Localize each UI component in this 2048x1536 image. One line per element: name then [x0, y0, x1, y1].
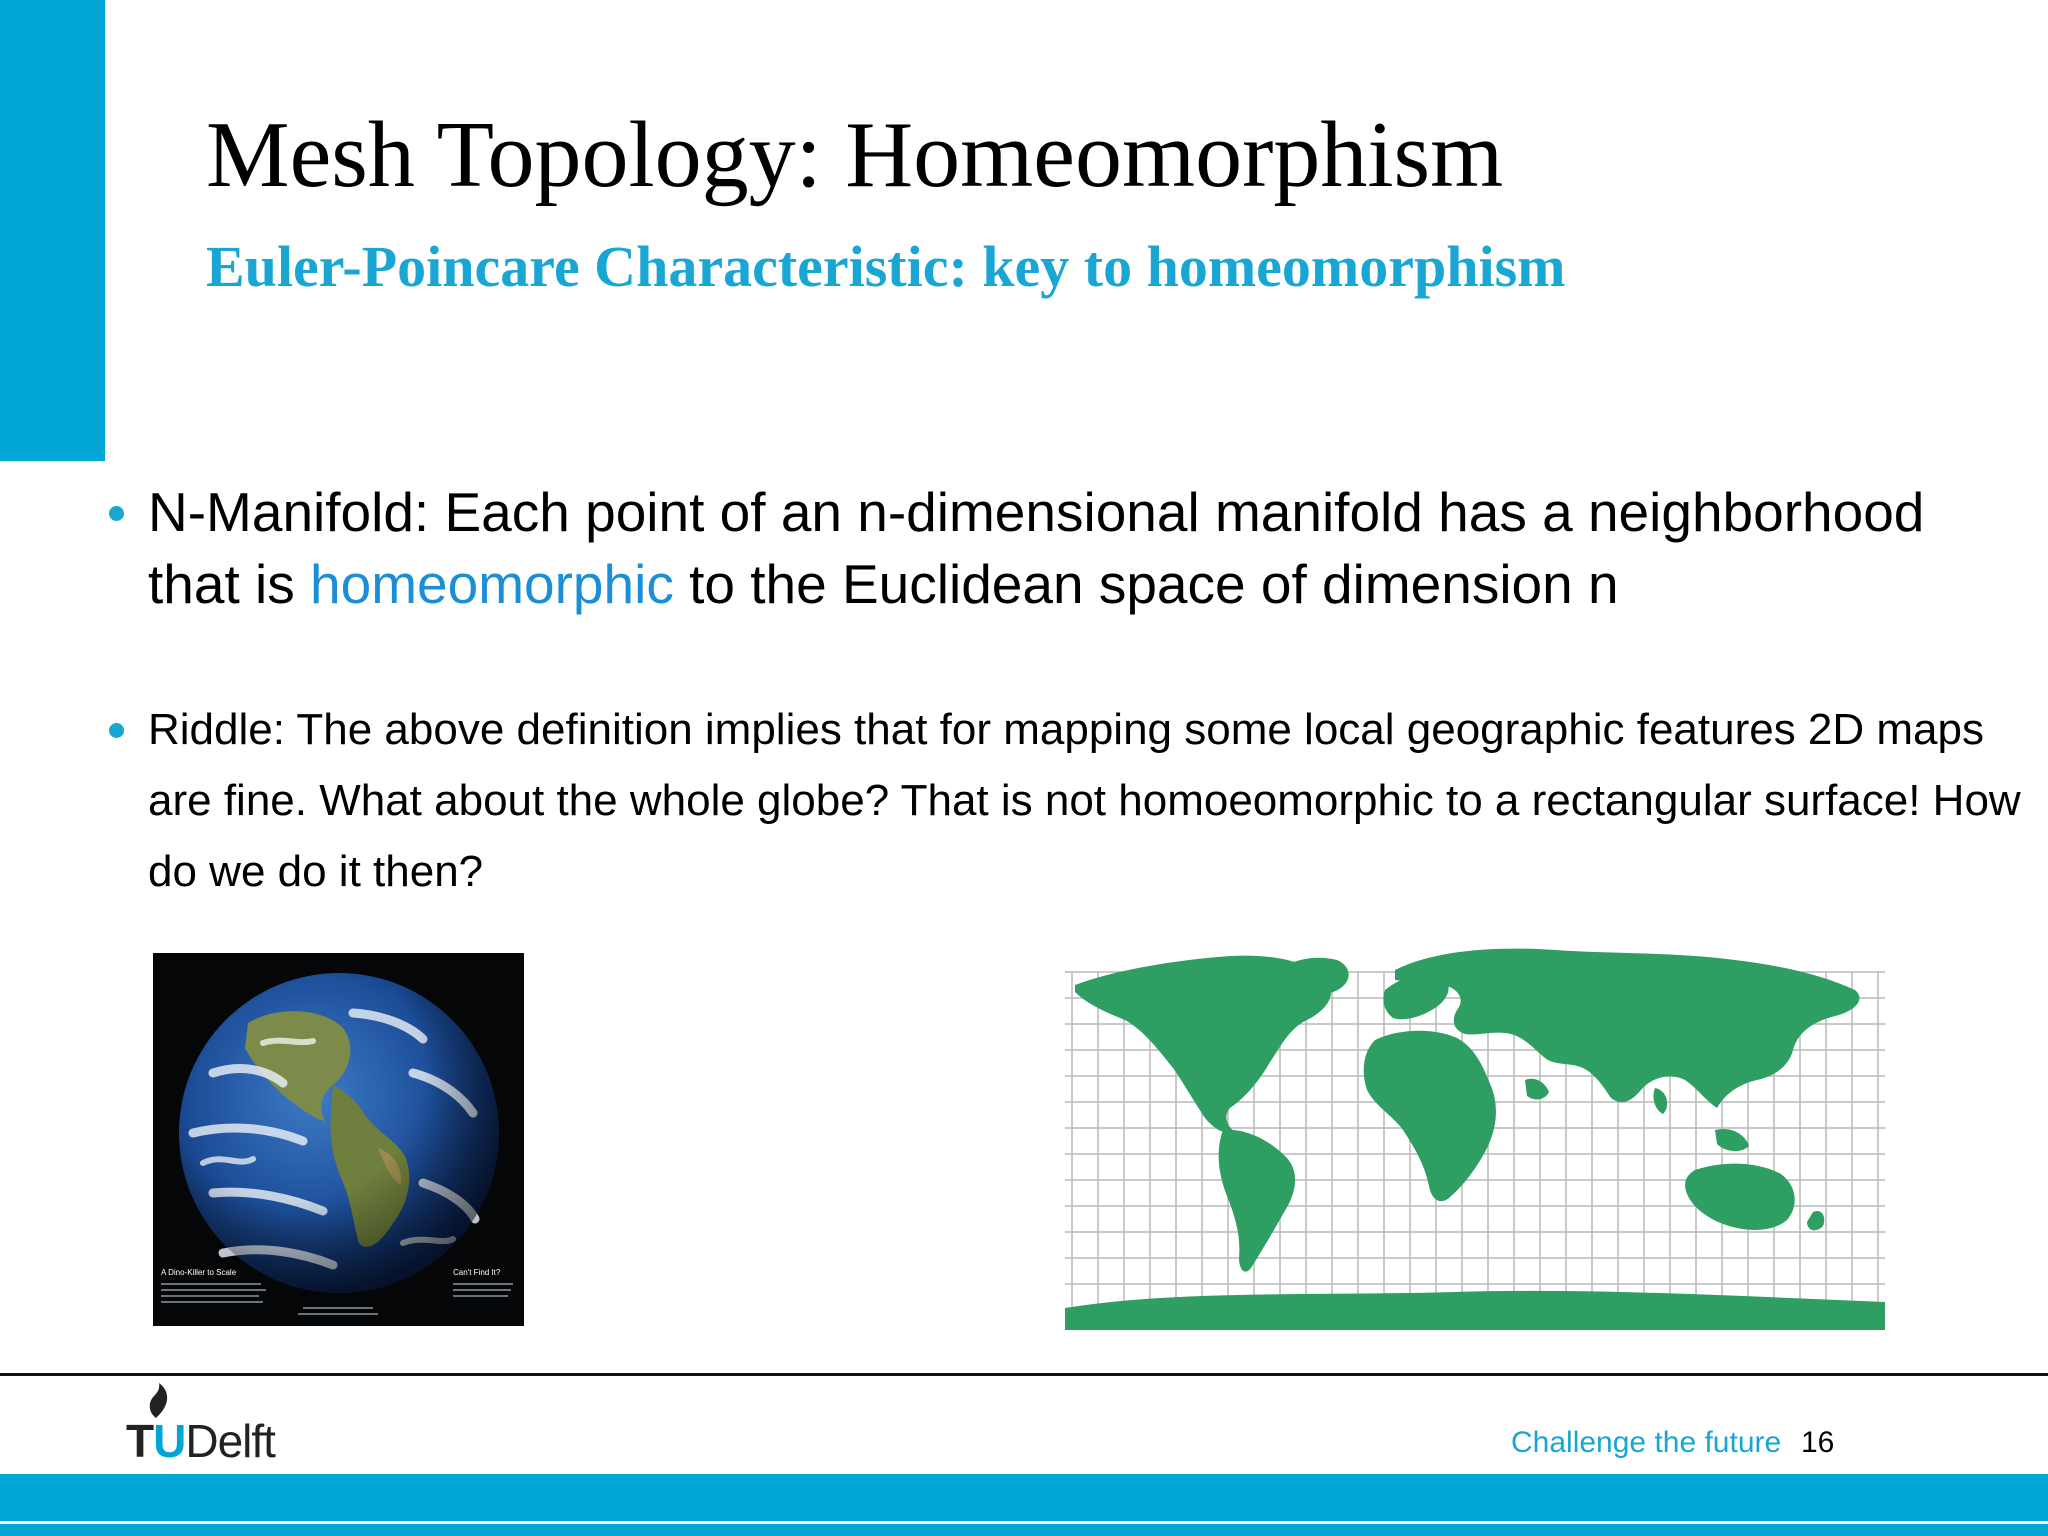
- bullet-dot-icon: [109, 506, 124, 521]
- bullet-dot-icon: [109, 723, 124, 738]
- footer-divider: [0, 1373, 2048, 1376]
- slide-subtitle: Euler-Poincare Characteristic: key to homeomorphism: [206, 234, 1566, 299]
- globe-caption-left: A Dino-Killer to Scale: [161, 1268, 237, 1277]
- logo-u: U: [153, 1415, 186, 1467]
- bullet-manifold: [148, 476, 2028, 620]
- earth-globe-icon: [153, 953, 524, 1326]
- title-accent-bar: [0, 0, 105, 461]
- bullet-manifold-text: N-Manifold: Each point of an n-dimensional manifold has a neighborhood that is: [148, 481, 1925, 615]
- world-map-image: [1055, 930, 1895, 1340]
- homeomorphic-link[interactable]: homeomorphic: [310, 553, 674, 615]
- logo-delft: Delft: [185, 1415, 275, 1467]
- bullet-manifold-text-end: to the Euclidean space of dimension n: [673, 553, 1619, 615]
- bullet-riddle: [148, 694, 2048, 907]
- slide-title: Mesh Topology: Homeomorphism: [206, 103, 1504, 207]
- world-map-icon: [1055, 930, 1895, 1340]
- footer-accent-bar: [0, 1474, 2048, 1521]
- earth-globe-image: [153, 953, 524, 1326]
- footer-accent-strip: [0, 1524, 2048, 1536]
- logo-wordmark: [126, 1415, 275, 1467]
- tudelft-logo: [126, 1382, 336, 1467]
- footer-tagline: Challenge the future: [1511, 1426, 1782, 1459]
- logo-t: T: [126, 1415, 154, 1467]
- bullet-riddle-text: Riddle: The above definition implies that for mapping some local geographic features 2D maps are fine. What about the whole globe? That is not homoeomorphic to a rectangular surface! How do we do it then?: [148, 705, 2021, 896]
- globe-caption-right: Can't Find It?: [453, 1268, 501, 1277]
- page-number: 16: [1801, 1426, 1835, 1459]
